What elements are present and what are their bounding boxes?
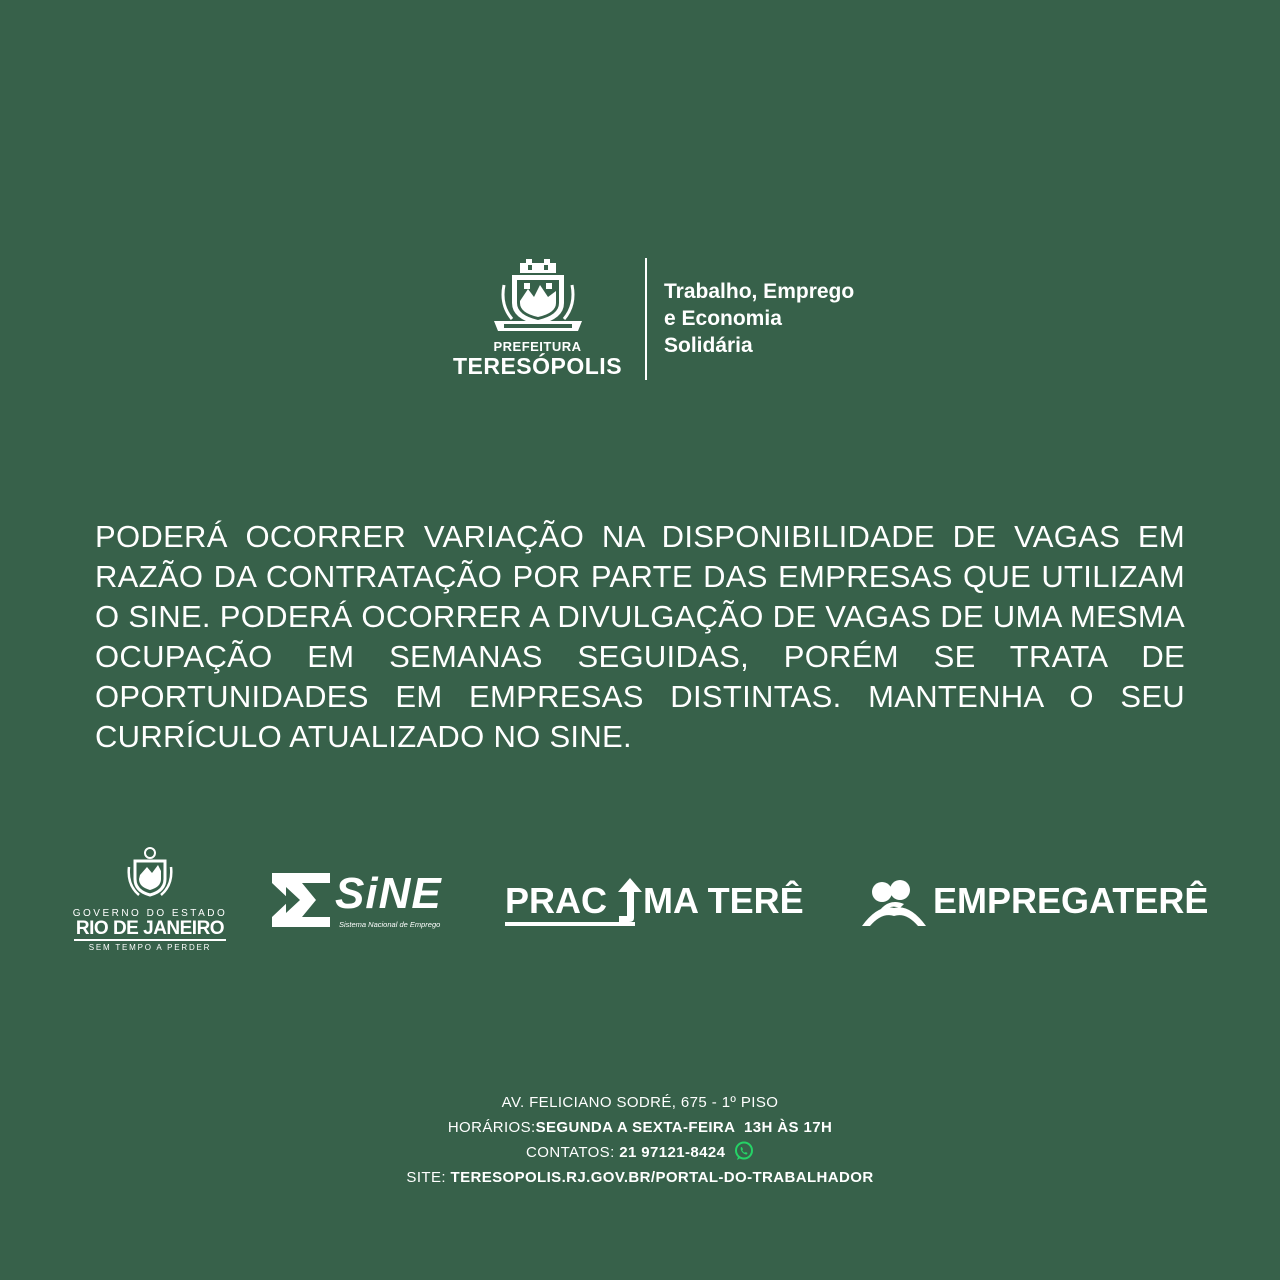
rj-line1: GOVERNO DO ESTADO [72, 908, 228, 919]
whatsapp-icon[interactable] [734, 1141, 754, 1161]
empregatere-logo [860, 878, 1260, 938]
header-divider [645, 258, 647, 380]
hours-line [0, 1115, 1280, 1140]
praca-logo [505, 880, 815, 930]
teresopolis-coat-of-arms-icon [490, 255, 586, 337]
secretaria-line: Trabalho, Emprego [664, 280, 855, 303]
praca-arrow-icon [617, 878, 643, 922]
hours-value: SEGUNDA A SEXTA-FEIRA 13H ÀS 17H [535, 1119, 833, 1136]
address-line [0, 1090, 1280, 1115]
empregatere-name: EMPREGATERÊ [933, 880, 1209, 921]
rj-line3: SEM TEMPO A PERDER [88, 943, 212, 952]
rj-government-logo [70, 845, 230, 952]
secretaria-line: Solidária [664, 334, 753, 357]
people-icon [860, 878, 928, 930]
contacts-label: CONTATOS: [526, 1144, 620, 1161]
secretaria-line: e Economia [664, 307, 782, 330]
praca-part1: PRAC [505, 880, 608, 921]
sine-subtitle: Sistema Nacional de Emprego [339, 920, 441, 929]
site-label: SITE: [406, 1169, 451, 1186]
footer-info [0, 1090, 1280, 1190]
address-text: AV. FELICIANO SODRÉ, 675 - 1º PISO [501, 1094, 779, 1111]
partner-logos [0, 840, 1280, 960]
prefeitura-label: PREFEITURA [493, 339, 582, 354]
secretaria-name [664, 278, 854, 359]
notice-text: PODERÁ OCORRER VARIAÇÃO NA DISPONIBILIDADE DE VAGAS EM RAZÃO DA CONTRATAÇÃO POR PARTE DAS EMPRESAS QUE UTILIZAM O SINE. PODERÁ OCORRER A DIVULGAÇÃO DE VAGAS DE UMA MESMA OCUPAÇÃO EM SEMANAS SEGUIDAS, PORÉM SE TRATA DE OPORTUNIDADES EM EMPRESAS DISTINTAS. MANTENHA O SEU CURRÍCULO ATUALIZADO NO SINE. [95, 519, 1185, 754]
rj-coat-of-arms-icon [125, 845, 175, 901]
contacts-line [0, 1140, 1280, 1165]
city-name: TERESÓPOLIS [452, 353, 623, 379]
rj-line2: RIO DE JANEIRO [75, 918, 225, 939]
hours-label: HORÁRIOS: [447, 1119, 536, 1136]
sine-logo [272, 869, 452, 933]
praca-part2: MA TERÊ [643, 880, 804, 921]
header [450, 255, 910, 385]
site-link[interactable]: TERESOPOLIS.RJ.GOV.BR/PORTAL-DO-TRABALHADOR [450, 1169, 874, 1186]
contacts-phone[interactable]: 21 97121-8424 [619, 1144, 726, 1161]
sine-name: SiNE [335, 869, 442, 918]
praca-underline [505, 922, 635, 926]
sine-arrow-icon [272, 873, 330, 927]
site-line [0, 1165, 1280, 1190]
prefeitura-logo [450, 255, 625, 378]
